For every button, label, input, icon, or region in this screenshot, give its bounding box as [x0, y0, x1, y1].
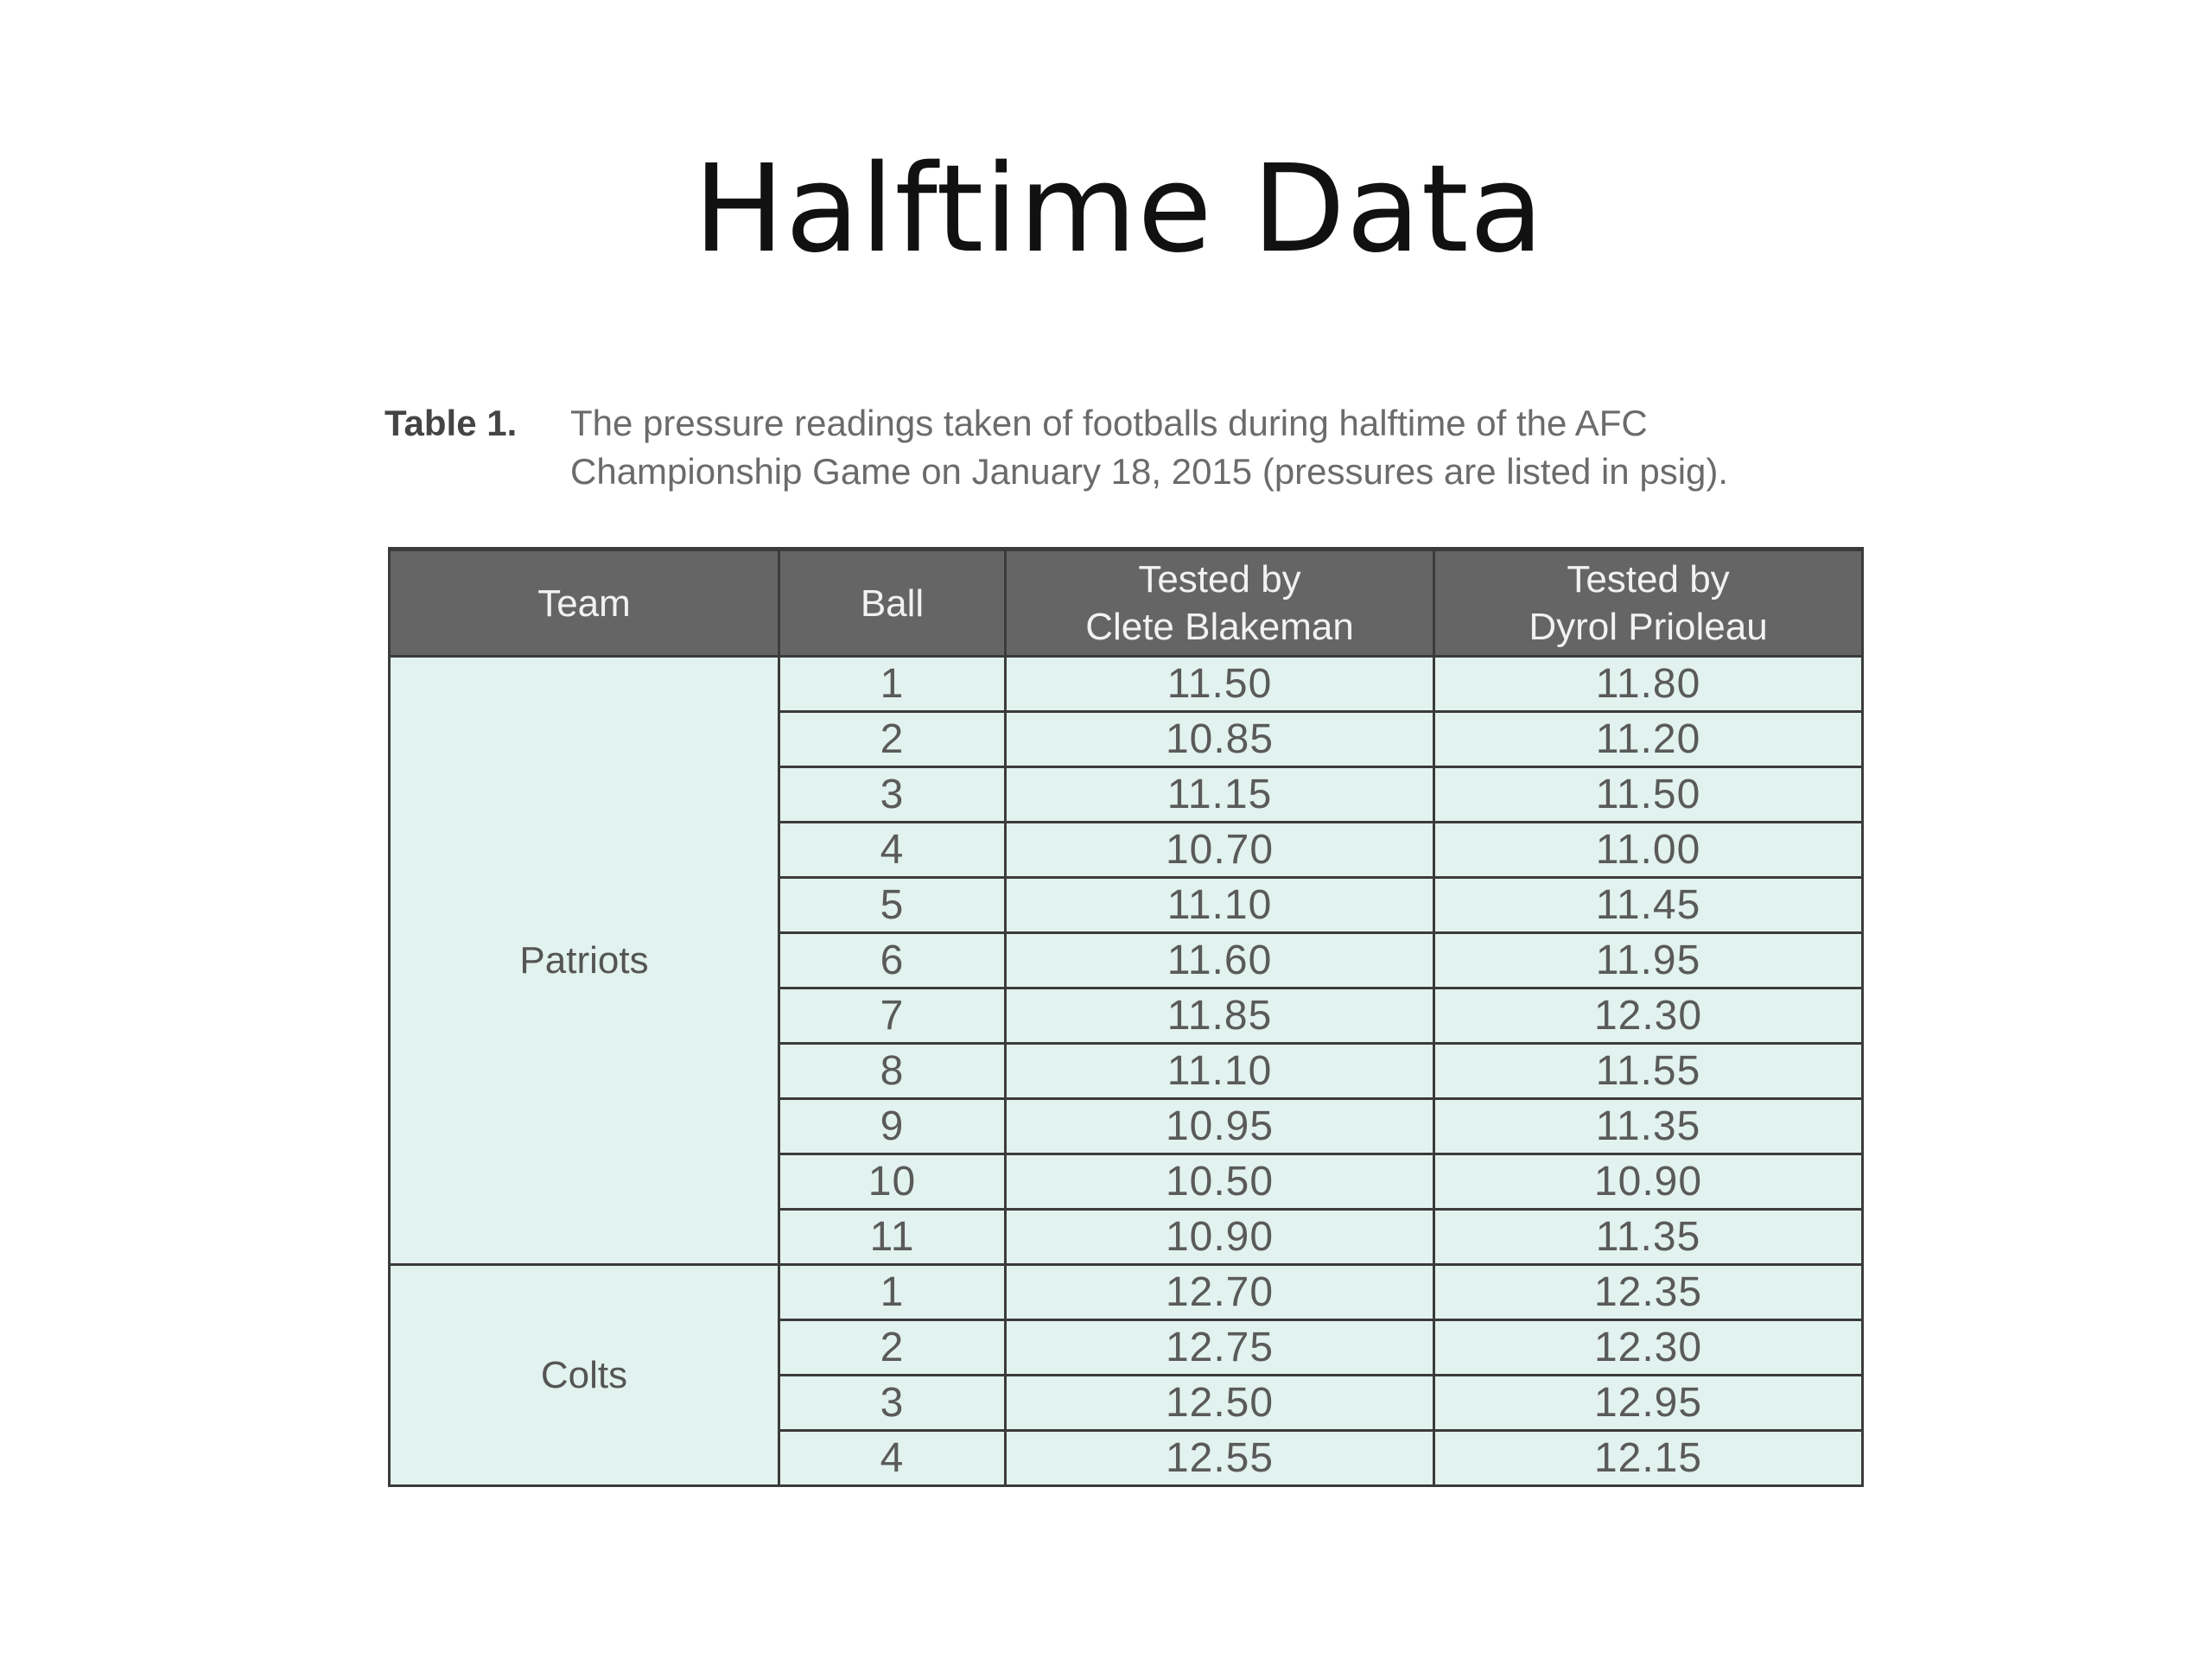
blakeman-reading-cell: 10.50 — [1006, 1154, 1434, 1210]
ball-cell: 5 — [779, 878, 1006, 933]
header-blakeman-line1: Tested by — [1138, 558, 1301, 601]
slide-title: Halftime Data — [693, 139, 1545, 280]
header-prioleau-line2: Dyrol Prioleau — [1529, 606, 1768, 648]
blakeman-reading-cell: 11.10 — [1006, 878, 1434, 933]
header-blakeman — [1006, 550, 1434, 657]
table-header-row — [390, 550, 1863, 657]
prioleau-reading-cell: 11.45 — [1434, 878, 1863, 933]
header-prioleau-line1: Tested by — [1567, 558, 1730, 601]
prioleau-reading-cell: 12.30 — [1434, 1320, 1863, 1376]
blakeman-reading-cell: 10.85 — [1006, 712, 1434, 767]
ball-cell: 11 — [779, 1210, 1006, 1265]
prioleau-reading-cell: 11.35 — [1434, 1210, 1863, 1265]
prioleau-reading-cell: 10.90 — [1434, 1154, 1863, 1210]
ball-cell: 3 — [779, 1376, 1006, 1431]
prioleau-reading-cell: 12.95 — [1434, 1376, 1863, 1431]
blakeman-reading-cell: 12.55 — [1006, 1431, 1434, 1486]
caption-label: Table 1. — [385, 403, 518, 443]
prioleau-reading-cell: 12.35 — [1434, 1265, 1863, 1320]
ball-cell: 8 — [779, 1044, 1006, 1099]
prioleau-reading-cell: 12.15 — [1434, 1431, 1863, 1486]
table-body — [390, 657, 1863, 1486]
ball-cell: 10 — [779, 1154, 1006, 1210]
prioleau-reading-cell: 11.35 — [1434, 1099, 1863, 1154]
blakeman-reading-cell: 12.70 — [1006, 1265, 1434, 1320]
ball-cell: 4 — [779, 823, 1006, 878]
blakeman-reading-cell: 12.50 — [1006, 1376, 1434, 1431]
blakeman-reading-cell: 10.70 — [1006, 823, 1434, 878]
blakeman-reading-cell: 11.50 — [1006, 657, 1434, 712]
prioleau-reading-cell: 11.20 — [1434, 712, 1863, 767]
ball-cell: 2 — [779, 1320, 1006, 1376]
header-prioleau — [1434, 550, 1863, 657]
ball-cell: 2 — [779, 712, 1006, 767]
ball-cell: 4 — [779, 1431, 1006, 1486]
prioleau-reading-cell: 11.95 — [1434, 933, 1863, 988]
caption-text: The pressure readings taken of footballs during halftime of the AFC Championship Game on January 18, 2015 (pressures are listed in psig). — [570, 403, 1729, 492]
blakeman-reading-cell: 12.75 — [1006, 1320, 1434, 1376]
ball-cell: 9 — [779, 1099, 1006, 1154]
ball-cell: 1 — [779, 657, 1006, 712]
blakeman-reading-cell: 11.15 — [1006, 767, 1434, 823]
prioleau-reading-cell: 11.80 — [1434, 657, 1863, 712]
blakeman-reading-cell: 10.90 — [1006, 1210, 1434, 1265]
prioleau-reading-cell: 12.30 — [1434, 988, 1863, 1044]
ball-cell: 1 — [779, 1265, 1006, 1320]
blakeman-reading-cell: 10.95 — [1006, 1099, 1434, 1154]
table-row — [390, 657, 1863, 712]
ball-cell: 3 — [779, 767, 1006, 823]
blakeman-reading-cell: 11.60 — [1006, 933, 1434, 988]
header-blakeman-line2: Clete Blakeman — [1085, 606, 1354, 648]
prioleau-reading-cell: 11.00 — [1434, 823, 1863, 878]
team-cell: Patriots — [390, 657, 779, 1265]
ball-cell: 7 — [779, 988, 1006, 1044]
pressure-table — [388, 547, 1864, 1487]
header-team: Team — [390, 550, 779, 657]
blakeman-reading-cell: 11.10 — [1006, 1044, 1434, 1099]
team-cell: Colts — [390, 1265, 779, 1486]
blakeman-reading-cell: 11.85 — [1006, 988, 1434, 1044]
ball-cell: 6 — [779, 933, 1006, 988]
table-row — [390, 1265, 1863, 1320]
header-ball: Ball — [779, 550, 1006, 657]
prioleau-reading-cell: 11.50 — [1434, 767, 1863, 823]
prioleau-reading-cell: 11.55 — [1434, 1044, 1863, 1099]
